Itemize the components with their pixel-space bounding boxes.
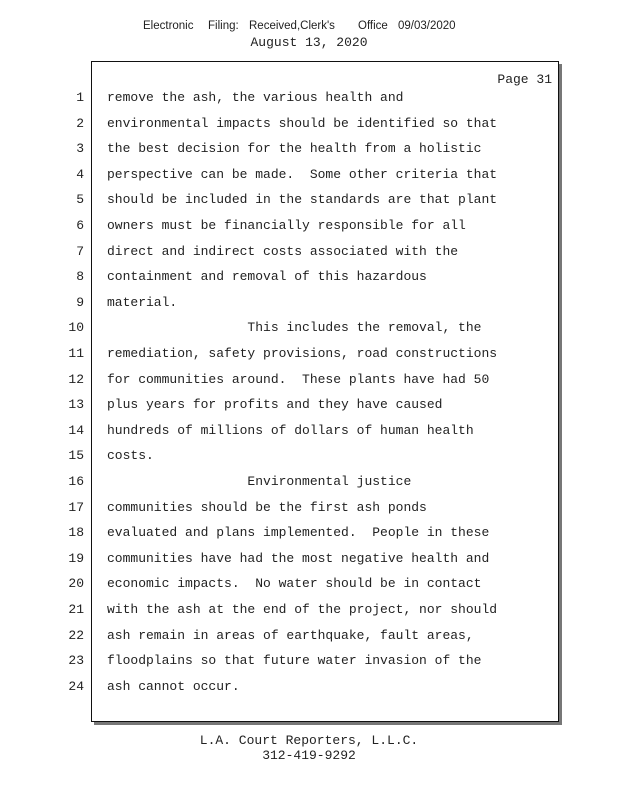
transcript-line — [0, 116, 618, 136]
line-number: 9 — [76, 294, 84, 310]
line-number: 11 — [68, 346, 84, 361]
line-number: 6 — [76, 218, 84, 233]
line-number: 19 — [68, 550, 84, 566]
transcript-line — [0, 397, 618, 417]
transcript-line — [0, 602, 618, 622]
transcript-line — [0, 192, 618, 212]
transcript-line — [0, 218, 618, 238]
line-text: containment and removal of this hazardous — [107, 269, 427, 285]
line-text: ash remain in areas of earthquake, fault areas, — [107, 627, 474, 643]
line-number: 17 — [68, 499, 84, 515]
line-number: 22 — [68, 627, 84, 643]
transcript-line — [0, 346, 618, 366]
line-text: costs. — [107, 448, 154, 464]
line-text: owners must be financially responsible for all — [107, 218, 466, 233]
line-number: 21 — [68, 602, 84, 617]
line-text: This includes the removal, the — [107, 320, 482, 336]
footer — [0, 733, 618, 763]
transcript-line — [0, 295, 618, 315]
line-number: 3 — [76, 141, 84, 157]
line-text: remove the ash, the various health and — [107, 90, 404, 105]
transcript-line — [0, 653, 618, 673]
transcript-line — [0, 679, 618, 699]
transcript-line — [0, 423, 618, 443]
transcript-line — [0, 320, 618, 340]
line-number: 8 — [76, 269, 84, 285]
transcript-line — [0, 500, 618, 520]
transcript-line — [0, 269, 618, 289]
line-number: 13 — [68, 397, 84, 413]
line-text: evaluated and plans implemented. People in these — [107, 525, 490, 541]
transcript-line — [0, 372, 618, 392]
line-text: Environmental justice — [107, 474, 412, 489]
stamp-word: Received,Clerk's — [249, 20, 335, 32]
line-number: 24 — [68, 678, 84, 694]
line-number: 23 — [68, 653, 84, 669]
stamp-date: 09/03/2020 — [398, 20, 456, 32]
line-text: material. — [107, 294, 178, 310]
line-number: 15 — [68, 448, 84, 464]
line-text: with the ash at the end of the project, nor should — [107, 602, 498, 617]
line-number: 16 — [68, 474, 84, 489]
line-text: the best decision for the health from a holistic — [107, 141, 482, 157]
line-text: communities have had the most negative health and — [107, 550, 490, 566]
line-text: should be included in the standards are that plant — [107, 192, 498, 208]
line-number: 14 — [68, 422, 84, 438]
reporter-company: L.A. Court Reporters, L.L.C. — [199, 733, 419, 748]
line-number: 20 — [68, 576, 84, 592]
line-text: direct and indirect costs associated with the — [107, 243, 459, 259]
line-number: 5 — [76, 192, 84, 208]
line-number: 1 — [76, 90, 84, 105]
transcript-line — [0, 576, 618, 596]
line-number: 2 — [76, 115, 84, 131]
line-text: ash cannot occur. — [107, 678, 240, 694]
reporter-phone: 312-419-9292 — [262, 748, 356, 763]
line-text: communities should be the first ash ponds — [107, 499, 427, 515]
transcript-line — [0, 525, 618, 545]
line-text: environmental impacts should be identified so that — [107, 115, 498, 131]
line-number: 18 — [68, 525, 84, 541]
transcript-line — [0, 244, 618, 264]
line-text: economic impacts. No water should be in contact — [107, 576, 482, 592]
line-number: 12 — [68, 371, 84, 387]
transcript-line — [0, 167, 618, 187]
line-text: floodplains so that future water invasion of the — [107, 653, 482, 669]
transcript-line — [0, 141, 618, 161]
line-text: plus years for profits and they have caused — [107, 397, 443, 413]
transcript-line — [0, 628, 618, 648]
transcript-date: August 13, 2020 — [250, 35, 368, 50]
line-text: remediation, safety provisions, road constructions — [107, 346, 498, 361]
line-number: 10 — [68, 320, 84, 336]
transcript-line — [0, 474, 618, 494]
stamp-word: Office — [358, 20, 388, 32]
stamp-word: Filing: — [208, 20, 239, 32]
line-text: for communities around. These plants have had 50 — [107, 371, 490, 387]
transcript-line — [0, 90, 618, 110]
page-number: Page 31 — [497, 72, 552, 87]
stamp-word: Electronic — [143, 20, 194, 32]
line-number: 4 — [76, 166, 84, 182]
transcript-line — [0, 551, 618, 571]
line-text: perspective can be made. Some other criteria that — [107, 166, 498, 182]
transcript-line — [0, 448, 618, 468]
line-text: hundreds of millions of dollars of human health — [107, 422, 474, 438]
line-number: 7 — [76, 243, 84, 259]
